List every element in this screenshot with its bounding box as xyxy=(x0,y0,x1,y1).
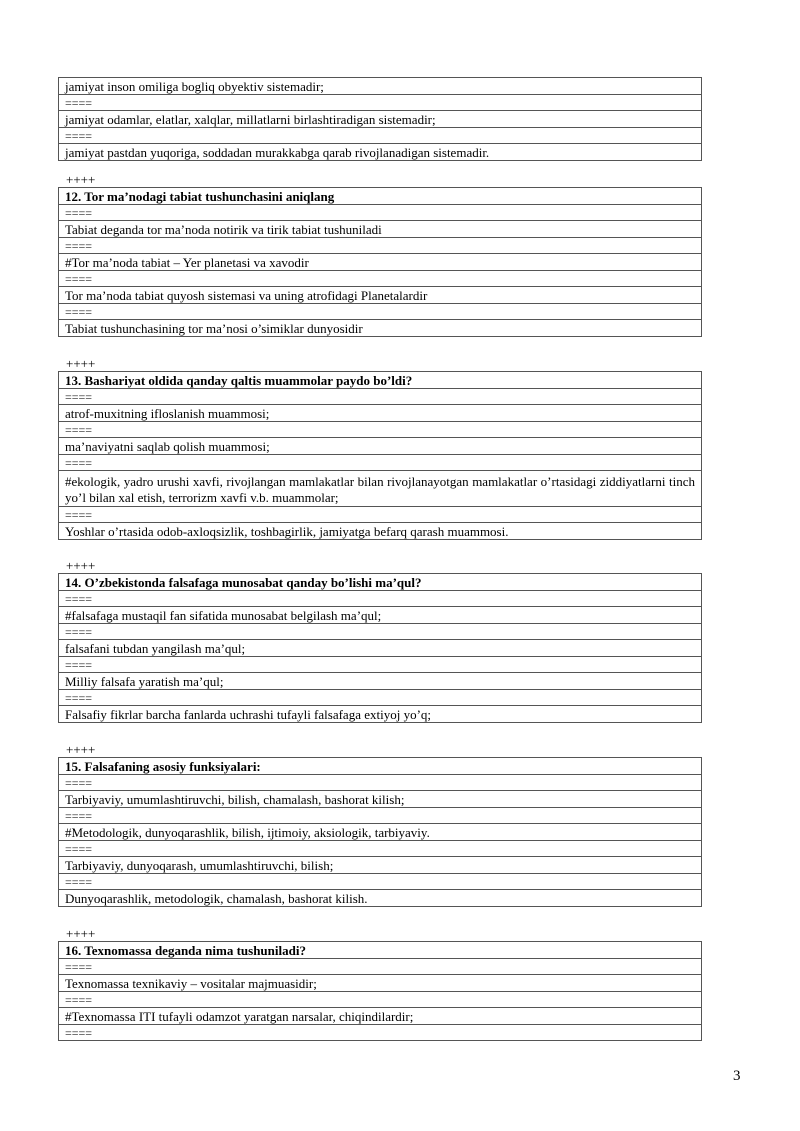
table-row xyxy=(59,824,702,841)
table-row xyxy=(59,808,702,824)
separator-text: ==== xyxy=(59,128,702,144)
question-table xyxy=(58,757,702,907)
separator-text: ==== xyxy=(59,95,702,111)
table-row xyxy=(59,706,702,723)
table-row xyxy=(59,128,702,144)
separator-text: ==== xyxy=(59,455,702,471)
table-row xyxy=(59,523,702,540)
table-row xyxy=(59,238,702,254)
question-table xyxy=(58,941,702,1041)
table-row xyxy=(59,890,702,907)
table-row xyxy=(59,775,702,791)
table-row xyxy=(59,857,702,874)
separator-text: ==== xyxy=(59,808,702,824)
table-row xyxy=(59,657,702,673)
separator-text: ==== xyxy=(59,959,702,975)
table-row xyxy=(59,271,702,287)
separator-text: ==== xyxy=(59,624,702,640)
table-row xyxy=(59,144,702,161)
table-row xyxy=(59,78,702,95)
question-table xyxy=(58,371,702,540)
table-row xyxy=(59,405,702,422)
table-row xyxy=(59,304,702,320)
table-row xyxy=(59,758,702,775)
question-text: 14. O’zbekistonda falsafaga munosabat qanday bo’lishi ma’qul? xyxy=(59,574,702,591)
question-block-3 xyxy=(58,573,702,723)
table-row xyxy=(59,95,702,111)
table-row xyxy=(59,205,702,221)
table-row xyxy=(59,673,702,690)
separator-text: ==== xyxy=(59,1025,702,1041)
separator-text: ==== xyxy=(59,841,702,857)
table-row xyxy=(59,455,702,471)
table-row xyxy=(59,791,702,808)
table-row xyxy=(59,422,702,438)
table-row xyxy=(59,188,702,205)
answer-option: ma’naviyatni saqlab qolish muammosi; xyxy=(59,438,702,455)
table-row xyxy=(59,507,702,523)
table-row xyxy=(59,287,702,304)
answer-option: Texnomassa texnikaviy – vositalar majmuasidir; xyxy=(59,975,702,992)
table-row xyxy=(59,221,702,238)
separator-text: ==== xyxy=(59,205,702,221)
answer-option: Tabiat tushunchasining tor ma’nosi o’simiklar dunyosidir xyxy=(59,320,702,337)
table-row xyxy=(59,574,702,591)
answer-option: Dunyoqarashlik, metodologik, chamalash, bashorat kilish. xyxy=(59,890,702,907)
table-row xyxy=(59,471,702,507)
answer-option: #Tor ma’noda tabiat – Yer planetasi va xavodir xyxy=(59,254,702,271)
table-row xyxy=(59,942,702,959)
table-row xyxy=(59,389,702,405)
block-end-marker: ++++ xyxy=(66,926,96,941)
answer-option: jamiyat odamlar, elatlar, xalqlar, millatlarni birlashtiradigan sistemadir; xyxy=(59,111,702,128)
table-row xyxy=(59,438,702,455)
answer-option: #falsafaga mustaqil fan sifatida munosabat belgilash ma’qul; xyxy=(59,607,702,624)
table-row xyxy=(59,111,702,128)
answer-option: Falsafiy fikrlar barcha fanlarda uchrashi tufayli falsafaga extiyoj yo’q; xyxy=(59,706,702,723)
answer-option: Yoshlar o’rtasida odob-axloqsizlik, toshbagirlik, jamiyatga befarq qarash muammosi. xyxy=(59,523,702,540)
separator-text: ==== xyxy=(59,304,702,320)
question-text: 12. Tor ma’nodagi tabiat tushunchasini aniqlang xyxy=(59,188,702,205)
table-row xyxy=(59,607,702,624)
question-table xyxy=(58,573,702,723)
separator-text: ==== xyxy=(59,775,702,791)
table-row xyxy=(59,640,702,657)
question-text: 13. Bashariyat oldida qanday qaltis muammolar paydo bo’ldi? xyxy=(59,372,702,389)
table-row xyxy=(59,874,702,890)
table-row xyxy=(59,975,702,992)
separator-text: ==== xyxy=(59,591,702,607)
answer-option: Tarbiyaviy, dunyoqarash, umumlashtiruvchi, bilish; xyxy=(59,857,702,874)
separator-text: ==== xyxy=(59,422,702,438)
question-table xyxy=(58,77,702,161)
table-row xyxy=(59,372,702,389)
separator-text: ==== xyxy=(59,874,702,890)
answer-option: atrof-muxitning ifloslanish muammosi; xyxy=(59,405,702,422)
table-row xyxy=(59,1008,702,1025)
table-row xyxy=(59,624,702,640)
table-row xyxy=(59,690,702,706)
table-row xyxy=(59,254,702,271)
answer-option: Tabiat deganda tor ma’noda notirik va tirik tabiat tushuniladi xyxy=(59,221,702,238)
separator-text: ==== xyxy=(59,690,702,706)
table-row xyxy=(59,959,702,975)
table-row xyxy=(59,1025,702,1041)
separator-text: ==== xyxy=(59,507,702,523)
question-block-5 xyxy=(58,941,702,1041)
table-row xyxy=(59,841,702,857)
table-row xyxy=(59,591,702,607)
block-end-marker: ++++ xyxy=(66,742,96,757)
question-block-0 xyxy=(58,77,702,161)
separator-text: ==== xyxy=(59,992,702,1008)
separator-text: ==== xyxy=(59,238,702,254)
block-end-marker: ++++ xyxy=(66,558,96,573)
answer-option: Tor ma’noda tabiat quyosh sistemasi va uning atrofidagi Planetalardir xyxy=(59,287,702,304)
answer-option: #Metodologik, dunyoqarashlik, bilish, ijtimoiy, aksiologik, tarbiyaviy. xyxy=(59,824,702,841)
question-block-2 xyxy=(58,371,702,540)
table-row xyxy=(59,320,702,337)
separator-text: ==== xyxy=(59,271,702,287)
question-block-4 xyxy=(58,757,702,907)
answer-option: jamiyat pastdan yuqoriga, soddadan murakkabga qarab rivojlanadigan sistemadir. xyxy=(59,144,702,161)
block-end-marker: ++++ xyxy=(66,356,96,371)
answer-option: Tarbiyaviy, umumlashtiruvchi, bilish, chamalash, bashorat kilish; xyxy=(59,791,702,808)
answer-option: Milliy falsafa yaratish ma’qul; xyxy=(59,673,702,690)
block-end-marker: ++++ xyxy=(66,172,96,187)
answer-option: #ekologik, yadro urushi xavfi, rivojlangan mamlakatlar bilan rivojlanayotgan mamlakatlar o’rtasidagi ziddiyatlarni tinch yo’l bilan xal etish, terrorizm xavfi v.b. muammolar; xyxy=(59,471,702,507)
table-row xyxy=(59,992,702,1008)
separator-text: ==== xyxy=(59,389,702,405)
question-text: 15. Falsafaning asosiy funksiyalari: xyxy=(59,758,702,775)
separator-text: ==== xyxy=(59,657,702,673)
page-number: 3 xyxy=(733,1068,741,1084)
answer-option: jamiyat inson omiliga bogliq obyektiv sistemadir; xyxy=(59,78,702,95)
question-table xyxy=(58,187,702,337)
answer-option: #Texnomassa ITI tufayli odamzot yaratgan narsalar, chiqindilardir; xyxy=(59,1008,702,1025)
question-block-1 xyxy=(58,187,702,337)
answer-option: falsafani tubdan yangilash ma’qul; xyxy=(59,640,702,657)
question-text: 16. Texnomassa deganda nima tushuniladi? xyxy=(59,942,702,959)
